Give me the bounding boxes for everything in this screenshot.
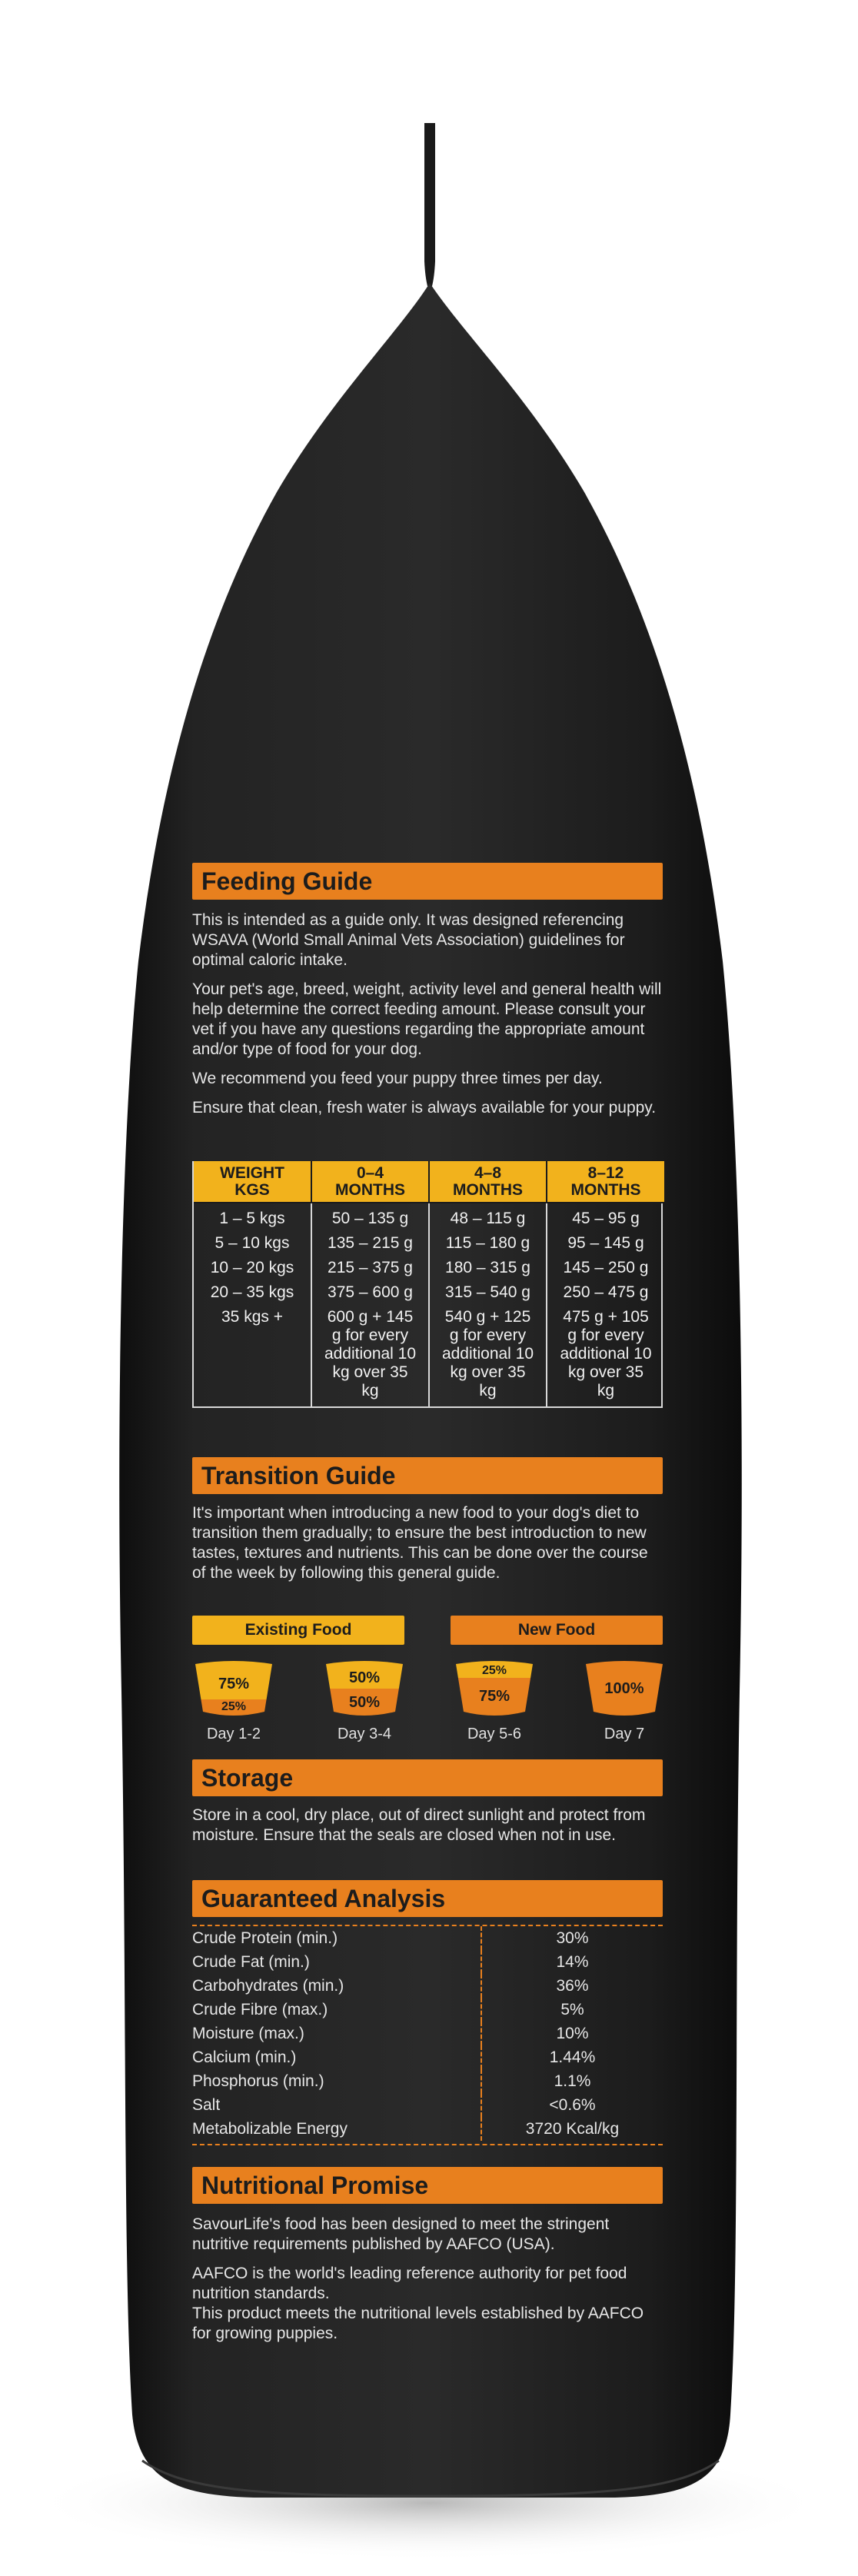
amount-cell: 250 – 475 g: [547, 1280, 664, 1305]
amount-cell: 215 – 375 g: [311, 1256, 429, 1280]
bowl-existing-percent: 25%: [481, 1664, 507, 1677]
nutrient-value: 10%: [481, 2022, 663, 2045]
analysis-bottom-rule: [192, 2144, 663, 2145]
table-row: [192, 1998, 663, 2022]
bowl-day-1-2: [188, 1658, 280, 1722]
nutritional-promise-paragraph: SavourLife's food has been designed to meet the stringent nutritive requirements published by AAFCO (USA).: [192, 2215, 610, 2253]
bowl-day-5-6: [448, 1658, 540, 1722]
amount-cell: 145 – 250 g: [547, 1256, 664, 1280]
nutrient-value: 14%: [481, 1950, 663, 1974]
feeding-table: [194, 1161, 664, 1406]
amount-cell: 180 – 315 g: [429, 1256, 547, 1280]
amount-cell: 45 – 95 g: [547, 1203, 664, 1231]
feeding-guide-paragraph: This is intended as a guide only. It was designed referencing WSAVA (World Small Animal Vets Association) guidelines for optimal caloric intake.: [192, 911, 625, 969]
table-row: [192, 1950, 663, 1974]
weight-cell: 10 – 20 kgs: [210, 1259, 294, 1276]
nutrient-label: Carbohydrates (min.): [192, 1977, 344, 1995]
table-row: [194, 1231, 664, 1256]
nutrient-label: Crude Protein (min.): [192, 1929, 338, 1947]
table-row: [192, 2093, 663, 2117]
feeding-guide-paragraph: Your pet's age, breed, weight, activity level and general health will help determine the correct feeding amount. Please consult your vet if you have any questions regarding the appropriate amount and/or type of food for your dog.: [192, 980, 662, 1058]
nutrient-label: Salt: [192, 2096, 221, 2114]
amount-cell: 540 g + 125 g for every additional 10 kg over 35 kg: [429, 1305, 547, 1406]
nutrient-value: 3720 Kcal/kg: [481, 2117, 663, 2141]
table-row: [192, 2069, 663, 2093]
bowl-new-percent: 50%: [348, 1694, 381, 1711]
feeding-guide-section: [192, 863, 663, 1118]
table-row: [192, 2117, 663, 2141]
table-row: [192, 2045, 663, 2069]
day-label: Day 7: [604, 1726, 645, 1742]
table-row: [192, 1974, 663, 1998]
nutrient-label: Moisture (max.): [192, 2025, 304, 2042]
table-row: [192, 2022, 663, 2045]
guaranteed-analysis-section: [192, 1880, 663, 2145]
transition-guide-title: Transition Guide: [192, 1457, 663, 1494]
bowl-new-percent: 75%: [478, 1688, 510, 1705]
new-food-label: New Food: [451, 1616, 663, 1645]
bowl-new-percent: 100%: [604, 1680, 644, 1697]
weight-cell: 35 kgs +: [221, 1308, 283, 1326]
nutrient-label: Calcium (min.): [192, 2048, 297, 2066]
storage-section: [192, 1759, 663, 1845]
day-label: Day 1-2: [206, 1726, 261, 1742]
table-row: [194, 1280, 664, 1305]
transition-guide-section: [192, 1457, 663, 1583]
nutrient-value: 1.44%: [481, 2045, 663, 2069]
amount-cell: 95 – 145 g: [547, 1231, 664, 1256]
feeding-table-wrapper: [192, 1161, 663, 1408]
day-label: Day 5-6: [467, 1726, 522, 1742]
table-row: [194, 1203, 664, 1231]
nutritional-promise-section: [192, 2167, 663, 2344]
table-row: [194, 1305, 664, 1406]
transition-guide-paragraph: It's important when introducing a new food to your dog's diet to transition them gradually; to ensure the best introduction to new tastes, textures and nutrients. This can be done over the course of the week by following this general guide.: [192, 1504, 648, 1582]
nutrient-value: 5%: [481, 1998, 663, 2022]
feeding-table-border: [192, 1161, 663, 1408]
hanging-cord: [424, 123, 435, 286]
storage-title: Storage: [192, 1759, 663, 1796]
weight-cell: 1 – 5 kgs: [219, 1210, 285, 1227]
guaranteed-analysis-title: Guaranteed Analysis: [192, 1880, 663, 1917]
header-0-4-months: 0–4 MONTHS: [311, 1161, 429, 1203]
amount-cell: 48 – 115 g: [429, 1203, 547, 1231]
nutritional-promise-paragraph: AAFCO is the world's leading reference authority for pet food nutrition standards. This product meets the nutritional levels established by AAFCO for growing puppies.: [192, 2265, 644, 2342]
nutrient-value: <0.6%: [481, 2093, 663, 2117]
bowl-new-percent: 25%: [221, 1700, 247, 1713]
bowl-existing-percent: 50%: [348, 1669, 381, 1686]
amount-cell: 115 – 180 g: [429, 1231, 547, 1256]
bowl-day-7: [578, 1658, 670, 1722]
amount-cell: 315 – 540 g: [429, 1280, 547, 1305]
nutritional-promise-title: Nutritional Promise: [192, 2167, 663, 2204]
amount-cell: 135 – 215 g: [311, 1231, 429, 1256]
analysis-table: [192, 1926, 663, 2141]
table-row: [192, 1926, 663, 1950]
nutrient-value: 36%: [481, 1974, 663, 1998]
feeding-guide-paragraph: We recommend you feed your puppy three times per day.: [192, 1070, 603, 1087]
header-4-8-months: 4–8 MONTHS: [429, 1161, 547, 1203]
weight-cell: 20 – 35 kgs: [210, 1283, 294, 1301]
amount-cell: 375 – 600 g: [311, 1280, 429, 1305]
existing-food-label: Existing Food: [192, 1616, 404, 1645]
storage-paragraph: Store in a cool, dry place, out of direct sunlight and protect from moisture. Ensure that the seals are closed when not in use.: [192, 1806, 646, 1844]
feeding-table-header-row: [194, 1161, 664, 1203]
amount-cell: 50 – 135 g: [311, 1203, 429, 1231]
nutrient-value: 1.1%: [481, 2069, 663, 2093]
nutrient-label: Crude Fibre (max.): [192, 2001, 328, 2019]
bowl-day-3-4: [318, 1658, 411, 1722]
amount-cell: 600 g + 145 g for every additional 10 kg over 35 kg: [311, 1305, 429, 1406]
day-label: Day 3-4: [337, 1726, 392, 1742]
table-row: [194, 1256, 664, 1280]
feeding-guide-title: Feeding Guide: [192, 863, 663, 900]
nutrient-label: Metabolizable Energy: [192, 2120, 348, 2138]
feeding-guide-text: [192, 910, 663, 1118]
amount-cell: 475 g + 105 g for every additional 10 kg over 35 kg: [547, 1305, 664, 1406]
weight-cell: 5 – 10 kgs: [214, 1234, 290, 1252]
bowl-existing-percent: 75%: [218, 1676, 250, 1692]
header-weight: WEIGHT KGS: [194, 1161, 311, 1203]
header-8-12-months: 8–12 MONTHS: [547, 1161, 664, 1203]
nutrient-label: Crude Fat (min.): [192, 1953, 310, 1971]
feeding-guide-paragraph: Ensure that clean, fresh water is always available for your puppy.: [192, 1099, 657, 1117]
nutrient-label: Phosphorus (min.): [192, 2072, 324, 2090]
nutrient-value: 30%: [481, 1926, 663, 1950]
